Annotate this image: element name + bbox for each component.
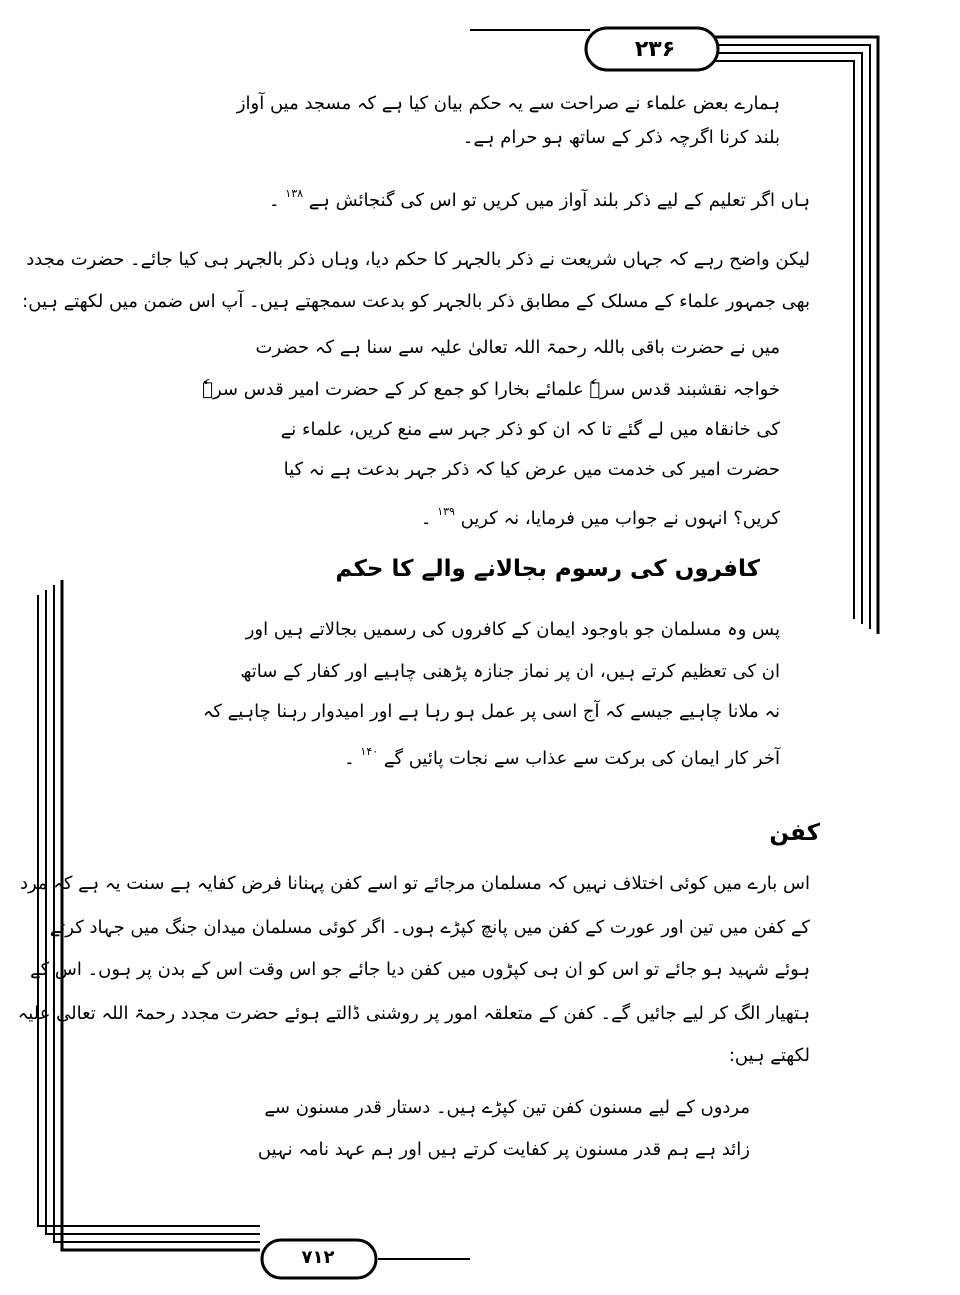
quote-line: حضرت امیر کی خدمت میں عرض کیا کہ ذکر جہر بدعت ہے نہ کیا (283, 459, 780, 480)
text-line: لکھتے ہیں: (728, 1045, 810, 1066)
text-span: ہاں اگر تعلیم کے لیے ذکر بلند آواز میں کریں تو اس کی گنجائش ہے (308, 190, 810, 211)
text-line: بھی جمہور علماء کے مسلک کے مطابق ذکر بالجہر کو بدعت سمجھتے ہیں۔ آپ اس ضمن میں لکھتے ہیں: (22, 291, 810, 312)
section-heading: کفن (769, 820, 820, 846)
text-span: ۔ (420, 508, 432, 529)
text-line: لیکن واضح رہے کہ جہاں شریعت نے ذکر بالجہر کا حکم دیا، وہاں ذکر بالجہر ہی کیا جائے۔ حضرت مجدد (26, 249, 810, 270)
quote-line: میں نے حضرت باقی باللہ رحمۃ اللہ تعالیٰ علیہ سے سنا ہے کہ حضرت (255, 337, 780, 358)
text-line: ہمارے بعض علماء نے صراحت سے یہ حکم بیان کیا ہے کہ مسجد میں آواز (236, 93, 780, 114)
quote-line: زائد ہے ہم قدر مسنون پر کفایت کرتے ہیں اور ہم عہد نامہ نہیں (257, 1139, 750, 1160)
text-line: ہوئے شہید ہو جائے تو اس کو ان ہی کپڑوں میں کفن دیا جائے جو اس وقت اس کے بدن پر ہوں۔ اس کے (30, 959, 810, 980)
top-right-border (470, 30, 878, 634)
section-heading: کافروں کی رسوم بجالانے والے کا حکم (335, 556, 760, 582)
quote-line: ان کی تعظیم کرتے ہیں، ان پر نماز جنازہ پڑھنی چاہیے اور کفار کے ساتھ (240, 661, 780, 682)
text-line: اس بارے میں کوئی اختلاف نہیں کہ مسلمان مرجائے تو اسے کفن پہنانا فرض کفایہ ہے سنت یہ ہے کہ مرد (19, 873, 810, 894)
quote-line-with-footnote (421, 500, 780, 531)
footnote-marker: ۱۳۹ (437, 505, 455, 518)
quote-line: پس وہ مسلمان جو باوجود ایمان کے کافروں کی رسمیں بجالاتے ہیں اور (245, 619, 780, 640)
quote-line-with-footnote (344, 740, 780, 771)
footnote-marker: ۱۴۰ (360, 745, 379, 758)
text-span: ۔ (344, 748, 355, 769)
text-line: کے کفن میں تین اور عورت کے کفن میں پانچ کپڑے ہوں۔ اگر کوئی مسلمان میدان جنگ میں جہاد کرتے (49, 917, 810, 938)
quote-line: مردوں کے لیے مسنون کفن تین کپڑے ہیں۔ دستار قدر مسنون سے (264, 1097, 750, 1118)
text-span: آخر کار ایمان کی برکت سے عذاب سے نجات پائیں گے (383, 748, 780, 769)
top-page-number: ۲۳۶ (634, 37, 676, 62)
footnote-marker: ۱۳۸ (285, 187, 304, 200)
text-span: کریں؟ انہوں نے جواب میں فرمایا، نہ کریں (460, 508, 780, 529)
text-span: ۔ (269, 190, 280, 211)
text-line-with-footnote (269, 182, 810, 213)
text-line: بلند کرنا اگرچہ ذکر کے ساتھ ہو حرام ہے۔ (462, 127, 780, 148)
quote-line: کی خانقاہ میں لے گئے تا کہ ان کو ذکر جہر سے منع کریں، علماء نے (280, 419, 780, 440)
quote-line: خواجہ نقشبند قدس سرہٗ علمائے بخارا کو جمع کر کے حضرت امیر قدس سرہٗ (202, 379, 780, 400)
quote-line: نہ ملانا چاہیے جیسے کہ آج اسی پر عمل ہو رہا ہے اور امیدوار رہنا چاہیے کہ (202, 701, 780, 722)
text-line: ہتھیار الگ کر لیے جائیں گے۔ کفن کے متعلقہ امور پر روشنی ڈالتے ہوئے حضرت مجدد رحمۃ اللہ تعالیٰ علیہ (17, 1003, 810, 1024)
bottom-page-number: ۷۱۲ (301, 1247, 335, 1268)
